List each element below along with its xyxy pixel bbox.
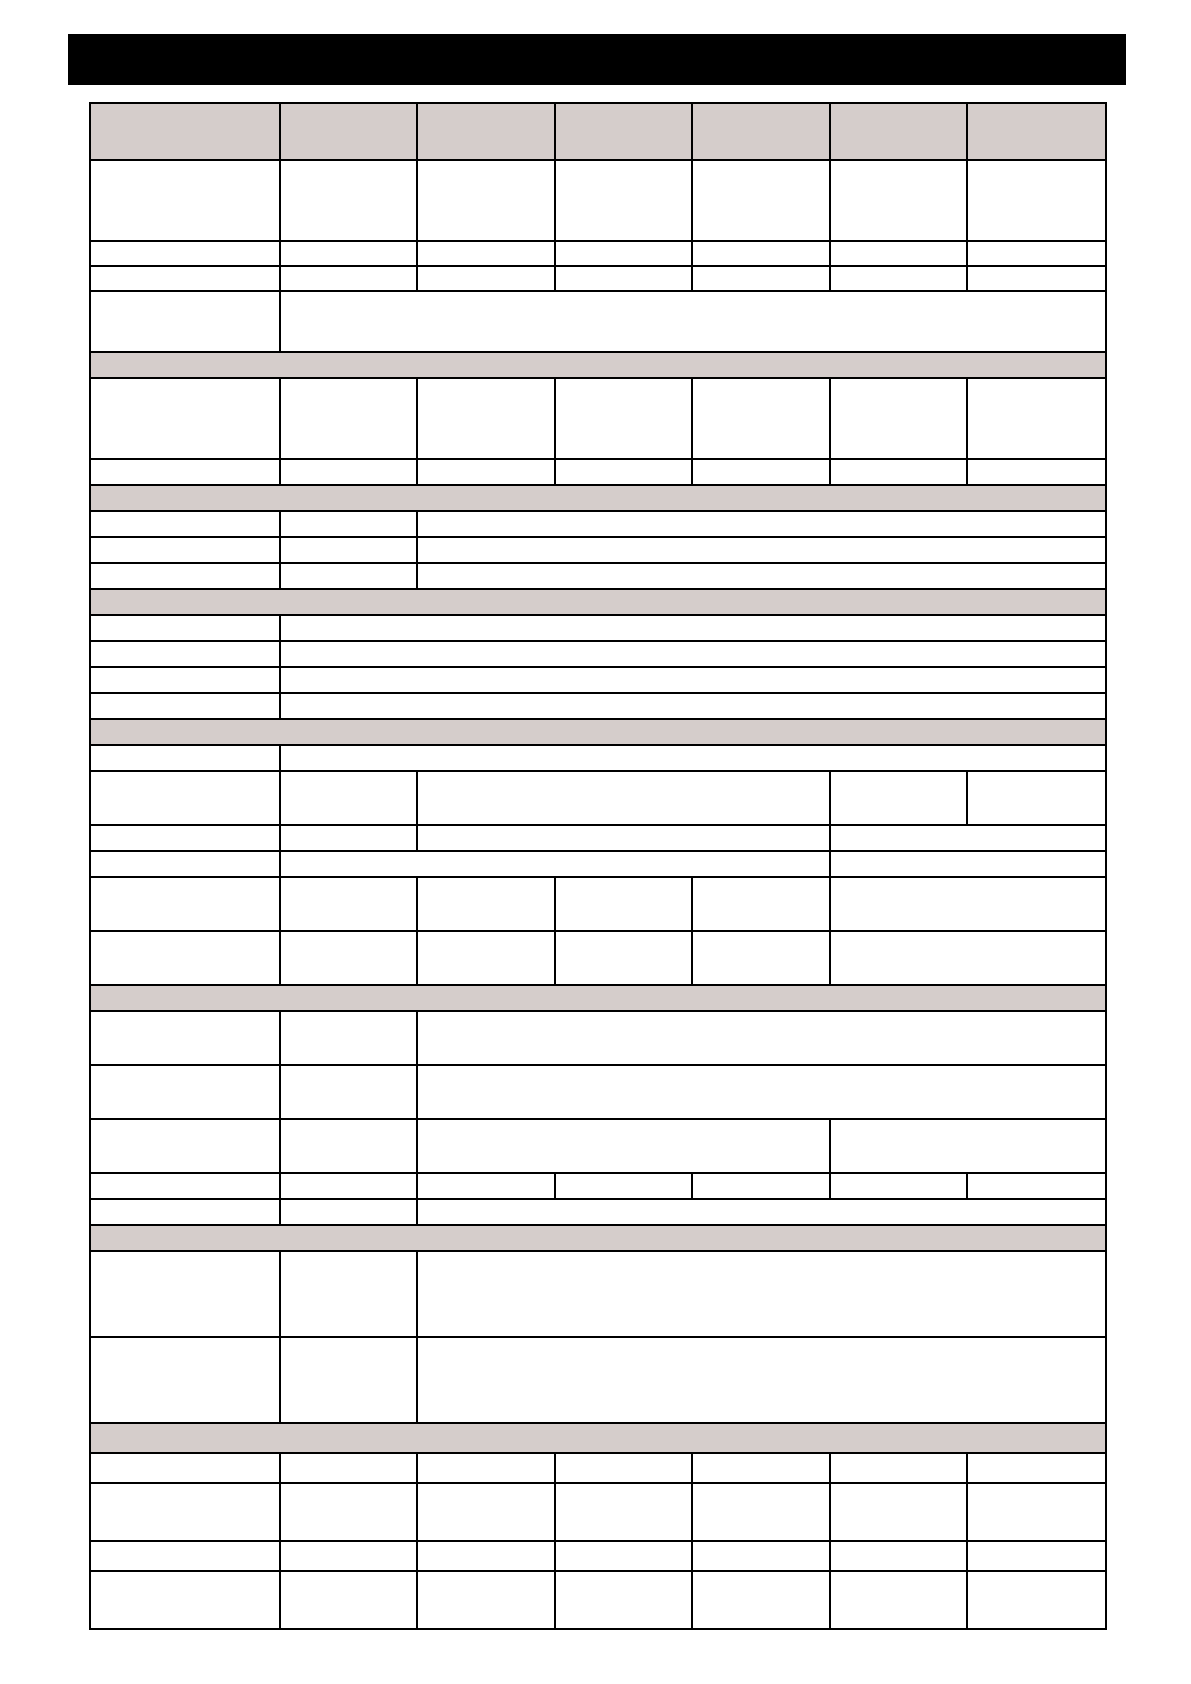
table-cell xyxy=(417,1173,555,1199)
row-label xyxy=(90,241,280,266)
table-cell xyxy=(555,877,692,931)
section-header xyxy=(90,985,1106,1011)
table-cell xyxy=(417,266,555,291)
table-cell-wide xyxy=(417,1251,1106,1337)
table-cell-wide xyxy=(417,1065,1106,1119)
table-cell xyxy=(417,1453,555,1483)
table-cell xyxy=(555,459,692,485)
section-header-row xyxy=(90,719,1106,745)
table-cell xyxy=(280,1173,417,1199)
table-cell xyxy=(280,563,417,589)
table-cell xyxy=(280,537,417,563)
table-cell-wide xyxy=(830,851,1106,877)
table-cell xyxy=(555,1483,692,1541)
table-cell xyxy=(280,266,417,291)
section-header xyxy=(90,352,1106,378)
header-cell xyxy=(280,103,417,160)
row-label xyxy=(90,771,280,825)
table-cell xyxy=(830,1571,967,1629)
table-cell xyxy=(555,241,692,266)
page-title-bar xyxy=(68,34,1126,85)
table-cell xyxy=(692,378,830,459)
table-row xyxy=(90,563,1106,589)
table-cell xyxy=(967,459,1106,485)
table-cell xyxy=(417,931,555,985)
table-cell xyxy=(555,1571,692,1629)
table-row xyxy=(90,745,1106,771)
table-cell xyxy=(555,160,692,241)
row-label xyxy=(90,667,280,693)
table-cell-wide xyxy=(280,693,1106,719)
table-cell xyxy=(967,1453,1106,1483)
section-header xyxy=(90,719,1106,745)
table-cell xyxy=(280,160,417,241)
table-row xyxy=(90,693,1106,719)
row-label xyxy=(90,563,280,589)
table-cell xyxy=(692,1541,830,1571)
row-label xyxy=(90,1173,280,1199)
table-cell xyxy=(417,241,555,266)
table-cell xyxy=(830,1483,967,1541)
table-row xyxy=(90,641,1106,667)
table-cell xyxy=(417,1483,555,1541)
table-row xyxy=(90,1453,1106,1483)
table-row xyxy=(90,1173,1106,1199)
table-cell xyxy=(967,1173,1106,1199)
table-row xyxy=(90,378,1106,459)
header-cell xyxy=(692,103,830,160)
table-cell-wide xyxy=(280,667,1106,693)
table-cell-wide xyxy=(417,825,830,851)
row-label xyxy=(90,537,280,563)
table-cell xyxy=(280,1251,417,1337)
section-header xyxy=(90,1423,1106,1453)
row-label xyxy=(90,459,280,485)
table-cell xyxy=(280,1453,417,1483)
table-cell xyxy=(967,1541,1106,1571)
table-cell xyxy=(830,771,967,825)
table-cell xyxy=(967,266,1106,291)
row-label xyxy=(90,1119,280,1173)
table-cell xyxy=(417,459,555,485)
table-cell xyxy=(555,1173,692,1199)
table-cell xyxy=(280,1065,417,1119)
row-label xyxy=(90,511,280,537)
row-label xyxy=(90,1541,280,1571)
table-cell xyxy=(417,160,555,241)
table-cell xyxy=(555,1541,692,1571)
row-label xyxy=(90,1337,280,1423)
header-cell xyxy=(555,103,692,160)
table-header-row xyxy=(90,103,1106,160)
table-cell-wide xyxy=(830,1119,1106,1173)
table-cell xyxy=(280,877,417,931)
table-cell-wide xyxy=(830,877,1106,931)
table-cell xyxy=(967,1483,1106,1541)
table-cell xyxy=(280,241,417,266)
table-row xyxy=(90,851,1106,877)
table-cell xyxy=(692,1173,830,1199)
row-label xyxy=(90,641,280,667)
table-row xyxy=(90,241,1106,266)
table-cell xyxy=(830,266,967,291)
table-row xyxy=(90,1065,1106,1119)
row-label xyxy=(90,745,280,771)
row-label xyxy=(90,1011,280,1065)
table-cell xyxy=(417,1571,555,1629)
row-label xyxy=(90,1453,280,1483)
row-label xyxy=(90,1199,280,1225)
table-row xyxy=(90,160,1106,241)
table-row xyxy=(90,537,1106,563)
table-row xyxy=(90,511,1106,537)
table-cell xyxy=(555,931,692,985)
table-cell-wide xyxy=(417,537,1106,563)
table-cell-wide xyxy=(417,1337,1106,1423)
section-header-row xyxy=(90,1423,1106,1453)
table-row xyxy=(90,931,1106,985)
section-header-row xyxy=(90,985,1106,1011)
table-cell-wide xyxy=(830,825,1106,851)
spec-table xyxy=(89,102,1107,1630)
table-cell xyxy=(280,825,417,851)
table-cell xyxy=(417,1541,555,1571)
table-cell xyxy=(830,1173,967,1199)
table-cell xyxy=(830,378,967,459)
header-cell xyxy=(90,103,280,160)
row-label xyxy=(90,1065,280,1119)
table-cell-wide xyxy=(280,745,1106,771)
table-row xyxy=(90,1011,1106,1065)
table-cell xyxy=(692,1571,830,1629)
table-cell xyxy=(555,1453,692,1483)
table-cell-wide xyxy=(830,931,1106,985)
table-row xyxy=(90,1119,1106,1173)
table-cell xyxy=(417,378,555,459)
table-cell xyxy=(280,1483,417,1541)
table-row xyxy=(90,771,1106,825)
section-header xyxy=(90,589,1106,615)
table-row xyxy=(90,1483,1106,1541)
row-label xyxy=(90,266,280,291)
table-cell xyxy=(280,1011,417,1065)
header-cell xyxy=(967,103,1106,160)
section-header-row xyxy=(90,485,1106,511)
row-label xyxy=(90,291,280,352)
row-label xyxy=(90,160,280,241)
table-cell xyxy=(280,1199,417,1225)
header-cell xyxy=(830,103,967,160)
table-row xyxy=(90,266,1106,291)
table-cell xyxy=(830,1541,967,1571)
row-label xyxy=(90,1483,280,1541)
table-cell xyxy=(967,1571,1106,1629)
row-label xyxy=(90,615,280,641)
table-cell-wide xyxy=(417,1119,830,1173)
table-cell xyxy=(692,1483,830,1541)
table-row xyxy=(90,1199,1106,1225)
table-cell xyxy=(830,160,967,241)
table-cell xyxy=(967,378,1106,459)
row-label xyxy=(90,378,280,459)
table-cell-wide xyxy=(280,641,1106,667)
row-label xyxy=(90,877,280,931)
table-cell xyxy=(967,771,1106,825)
table-cell xyxy=(692,459,830,485)
row-label xyxy=(90,825,280,851)
table-cell-wide xyxy=(417,511,1106,537)
table-cell-wide xyxy=(280,851,830,877)
section-header-row xyxy=(90,589,1106,615)
section-header xyxy=(90,485,1106,511)
table-cell xyxy=(280,378,417,459)
table-cell xyxy=(280,931,417,985)
table-cell xyxy=(967,241,1106,266)
header-cell xyxy=(417,103,555,160)
table-row xyxy=(90,877,1106,931)
section-header xyxy=(90,1225,1106,1251)
table-cell xyxy=(280,459,417,485)
row-label xyxy=(90,931,280,985)
table-cell-wide xyxy=(417,771,830,825)
table-cell xyxy=(555,378,692,459)
table-row xyxy=(90,291,1106,352)
table-cell xyxy=(280,511,417,537)
table-cell-wide xyxy=(417,1011,1106,1065)
table-cell xyxy=(692,1453,830,1483)
table-cell xyxy=(280,1337,417,1423)
table-row xyxy=(90,1251,1106,1337)
section-header-row xyxy=(90,1225,1106,1251)
table-row xyxy=(90,667,1106,693)
table-cell xyxy=(692,160,830,241)
table-cell-wide xyxy=(280,615,1106,641)
row-label xyxy=(90,1251,280,1337)
table-row xyxy=(90,615,1106,641)
table-row xyxy=(90,825,1106,851)
row-label xyxy=(90,1571,280,1629)
table-row xyxy=(90,459,1106,485)
table-cell xyxy=(280,1541,417,1571)
table-cell xyxy=(830,459,967,485)
table-cell xyxy=(692,266,830,291)
table-cell xyxy=(417,877,555,931)
table-cell-wide xyxy=(417,1199,1106,1225)
table-cell xyxy=(280,1119,417,1173)
table-cell xyxy=(830,241,967,266)
table-row xyxy=(90,1541,1106,1571)
table-cell xyxy=(692,877,830,931)
table-cell xyxy=(692,931,830,985)
table-cell xyxy=(555,266,692,291)
table-cell xyxy=(692,241,830,266)
row-label xyxy=(90,693,280,719)
table-cell xyxy=(830,1453,967,1483)
table-cell-wide xyxy=(280,291,1106,352)
table-cell-wide xyxy=(417,563,1106,589)
row-label xyxy=(90,851,280,877)
table-row xyxy=(90,1337,1106,1423)
table-cell xyxy=(280,1571,417,1629)
table-row xyxy=(90,1571,1106,1629)
table-cell xyxy=(280,771,417,825)
table-cell xyxy=(967,160,1106,241)
section-header-row xyxy=(90,352,1106,378)
